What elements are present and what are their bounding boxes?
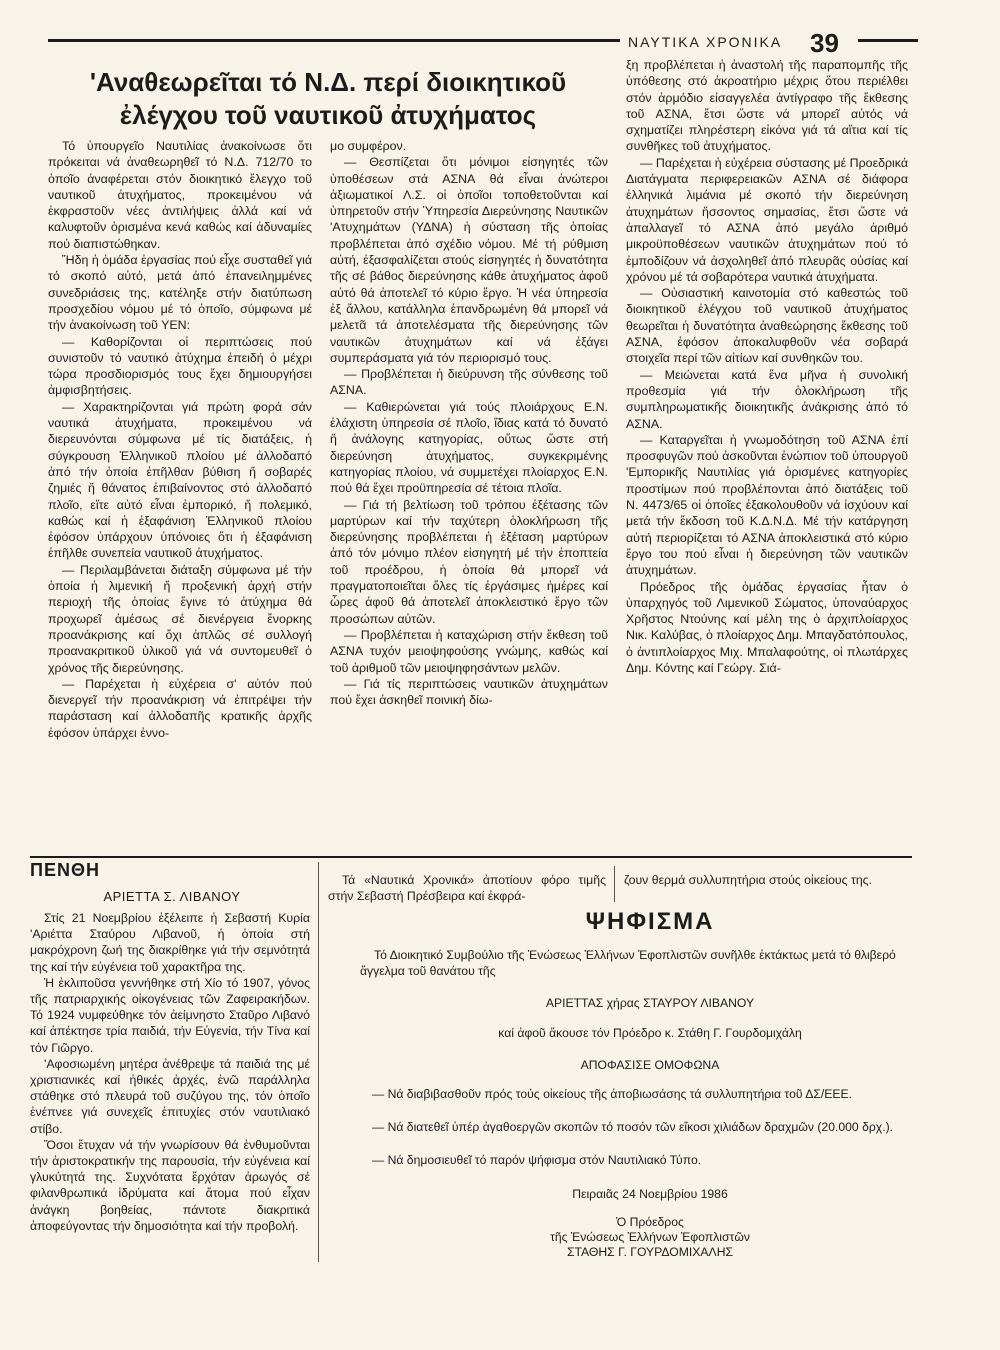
paragraph: — Καθορίζονται οἱ περιπτώσεις πού συνιστοῦν τό ναυτικό ἀτύχημα ἐπειδή ὁ μέχρι τώρα προσδιορισμός τους ἔχει δημιουργήσει ἀμφισβητήσεις. xyxy=(48,334,312,398)
resolution-deceased: ΑΡΙΕΤΤΑΣ χήρας ΣΤΑΥΡΟΥ ΛΙΒΑΝΟΥ xyxy=(545,996,755,1010)
resolution-after: καί ἀφοῦ ἄκουσε τόν Πρόεδρο κ. Στάθη Γ. Γουρδομιχάλη xyxy=(498,1026,802,1040)
notice-right: ζουν θερμά συλλυπητήρια στούς οἰκείους της. xyxy=(624,873,873,887)
paragraph: Ὅσοι ἔτυχαν νά τήν γνωρίσουν θά ἐνθυμοῦνται τήν ἀριστοκρατικήν της παρουσία, τήν εὐγένεια καί γλυκύτητά της. Συχνότατα ἔρχόταν ἀρωγός σέ φιλανθρωπικά ἱδρύματα καί ἄτομα πού εἶχαν ἀνάγκη βοηθείας, πάντοτε διακριτικά ἀποφεύγοντας τήν δημοσιότητα καί τήν προβολή. xyxy=(30,1137,310,1233)
page-number: 39 xyxy=(810,28,839,58)
paragraph: Πρόεδρος τῆς ὁμάδας ἐργασίας ἦταν ὁ ὑπαρχηγός τοῦ Λιμενικοῦ Σώματος, ὑποναύαρχος Χρῆστος Ντούνης καί μέλη της ὁ ἀρχιπλοίαρχος Νικ. Καλύβας, ὁ πλοίαρχος Δημ. Μπαγδατόπουλος, ὁ ἀντιπλοίαρχος Μιχ. Μπαλαφούτης, οἱ πλωτάρχες Δημ. Κόντης καί Γεώργ. Σιά- xyxy=(626,579,908,675)
paragraph: — Καταργεῖται ἡ γνωμοδότηση τοῦ ΑΣΝΑ ἐπί προσφυγῶν πού ἀσκοῦνται ἐνώπιον τοῦ ὑπουργοῦ 'Εμπορικῆς Ναυτιλίας γιά ὁρισμένες κατηγορίες προστίμων πού προβλέπονται ἀπό διατάξεις τοῦ Ν. 4473/65 οἱ ὁποῖες ἐξακολουθοῦν νά ἰσχύουν καί μετά τήν ἔκδοση τοῦ Κ.Δ.Ν.Δ. Μέ τήν κατάργηση αὐτή περιορίζεται τό ΑΣΝΑ ἀποκλειστικά στό κύριο ἔργο του πού εἶναι ἡ διερεύνηση τῶν ναυτικῶν ἀτυχημάτων. xyxy=(626,432,908,578)
column-divider xyxy=(318,862,319,1262)
resolution-decided: ΑΠΟΦΑΣΙΣΕ ΟΜΟΦΩΝΑ xyxy=(580,1058,720,1072)
obituary-section-title: ΠΕΝΘΗ xyxy=(30,860,101,880)
paragraph: — Παρέχεται ἡ εὐχέρεια σ' αὐτόν πού διενεργεῖ τήν προανάκριση νά ἐπιτρέψει τήν παράσταση καί ἀλλοδαπῆς κρατικῆς ἀρχῆς ἐφόσον ὑπάρχει ἐννο- xyxy=(48,676,312,740)
paragraph: — Περιλαμβάνεται διάταξη σύμφωνα μέ τήν ὁποία ἡ λιμενική ἤ προξενική ἀρχή στήν περιοχή τῆς ὁποίας ἔγινε τό ἀτύχημα θά προχωρεῖ ἀμέσως σέ διενέργεια ἔνορκης προανάκρισης καί ὄχι ἁπλῶς σέ συλλογή προανακριτικοῦ ὑλικοῦ γιά νά συντομευθεῖ ὁ χρόνος τῆς διερεύνησης. xyxy=(48,562,312,675)
paragraph: — Χαρακτηρίζονται γιά πρώτη φορά σάν ναυτικά ἀτυχήματα, προκειμένου νά διερευνόνται σύμφωνα μέ τίς διατάξεις, ἡ σύγκρουση Ἑλληνικοῦ πλοίου μέ ἀλλοδαπό ἀπό τήν ὁποία ἐπῆλθαν βύθιση ἤ σοβαρές ζημιές ἤ θάνατος ἐπιβαίνοντος στό ἀλλοδαπό πλοῖο, εἴτε αὐτό εἶναι ἐμπορικό, ἤ πολεμικό, καθώς καί ἡ ἐξαφάνιση Ἑλληνικοῦ πλοίου ἐφόσον ὑπάρχουν ὑπόνοιες ὅτι ἡ ἐξαφάνιση ἐπῆλθε συνεπεία ναυτικοῦ ἀτυχήματος. xyxy=(48,399,312,561)
paragraph: — Γιά τίς περιπτώσεις ναυτικῶν ἀτυχημάτων πού ἔχει ἀσκηθεῖ ποινική δίω- xyxy=(330,676,608,708)
signature-role: Ὁ Πρόεδρος xyxy=(616,1215,684,1229)
article-column-1 xyxy=(48,138,312,741)
paragraph: — Προβλέπεται ἡ καταχώριση στήν ἔκθεση τοῦ ΑΣΝΑ τυχόν μειοψηφούσης γνώμης, καθώς καί τοῦ ἀριθμοῦ τῶν μειοψηφησάντων μελῶν. xyxy=(330,627,608,675)
paragraph: — Οὐσιαστική καινοτομία στό καθεστώς τοῦ διοικητικοῦ ἐλέγχου τοῦ ναυτικοῦ ἀτυχήματος θεωρεῖται ἡ δυνατότητα ἀναθεώρησης ἔκθεσης τοῦ ΑΣΝΑ, ἐφόσον ἀποκαλυφθοῦν νέα σοβαρά στοιχεῖα περί τῶν αἰτίων καί συνθηκῶν του. xyxy=(626,286,908,366)
paragraph: ξη προβλέπεται ἡ ἀναστολή τῆς παραπομπῆς τῆς ὑπόθεσης στό ἀκροατήριο μέχρις ὅτου περιέλθει στόν ἁρμόδιο εἰσαγγελέα ἀντίγραφο τῆς ἔκθεσης τοῦ ΑΣΝΑ, ἔτσι ὥστε νά μπορεῖ αὐτός νά σχηματίζει πληρέστερη εἰκόνα γιά τά αἴτια καί τίς συνθῆκες τοῦ ἀτυχήματος. xyxy=(626,58,908,154)
paragraph: Ἤδη ἡ ὁμάδα ἐργασίας πού εἶχε συσταθεῖ γιά τό σκοπό αὐτό, μετά ἀπό ἐπανειλημμένες συνεδριάσεις της, κατέληξε στήν διατύπωση προσχεδίου νόμου μέ τό ὁποῖο, σύμφωνα μέ τήν ἀνακοίνωση τοῦ ΥΕΝ: xyxy=(48,253,312,333)
article-title-line-2: ἐλέγχου τοῦ ναυτικοῦ ἀτυχήματος xyxy=(119,100,537,130)
resolution-item: — Νά δημοσιευθεῖ τό παρόν ψήφισμα στόν Ναυτιλιακό Τύπο. xyxy=(372,1153,702,1167)
paragraph: — Μειώνεται κατά ἕνα μῆνα ἡ συνολική προθεσμία γιά τήν ὁλοκλήρωση τῆς συμπληρωματικῆς διοικητικῆς ἀνάκρισης ἀπό τό ΑΣΝΑ. xyxy=(626,367,908,431)
paragraph: μο συμφέρον. xyxy=(330,139,407,153)
paragraph: 'Αφοσιωμένη μητέρα ἀνέθρεψε τά παιδιά της μέ χριστιανικές καί ἠθικές ἀρχές, ἐνῶ παράλληλα στάθηκε στό πλευρά τοῦ συζύγου της, τόν ὁποῖο ἐνέπνεε γιά συνεχεῖς ἐπιτυχίες στόν ναυτιλιακό στίβο. xyxy=(30,1056,310,1136)
column-divider xyxy=(614,866,615,902)
paragraph: Ἡ ἐκλιποῦσα γεννήθηκε στή Χίο τό 1907, γόνος τῆς πατριαρχικής οἰκογένειας τῶν Ζαφειρακήδων. Τό 1924 νυμφεύθηκε τόν ἀείμνηστο Σταῦρο Λιβανό καί ἀπέκτησε τρία παιδιά, τήν Εὐγενία, τήν Τίνα καί τόν Γιῶργο. xyxy=(30,975,310,1055)
article-title-line-1: 'Αναθεωρεῖται τό Ν.Δ. περί διοικητικοῦ xyxy=(89,67,567,97)
paragraph: — Προβλέπεται ἡ διεύρυνση τῆς σύνθεσης τοῦ ΑΣΝΑ. xyxy=(330,367,608,398)
paragraph: Τό ὑπουργεῖο Ναυτιλίας ἀνακοίνωσε ὅτι πρόκειται νά ἀναθεωρηθεῖ τό Ν.Δ. 712/70 το ὁποῖο ἀναφέρεται στόν διοικητικό ἔλεγχο τοῦ ναυτικοῦ ἀτυχήματος, προκειμένου νά ἐκφραστοῦν νέες ἀντιλήψεις ἀλλά καί νά καλυφτοῦν ὁρισμένα κενά καθώς καί ἀδυναμίες πού διαπιστώθηκαν. xyxy=(48,139,312,251)
paragraph: — Θεσπίζεται ὅτι μόνιμοι εἰσηγητές τῶν ὑποθέσεων στά ΑΣΝΑ θά εἶναι ἀνώτεροι ἀξιωματικοί Λ.Σ. οἱ ὁποῖοι τοποθετοῦνται καί ὑπηρετοῦν στήν Ὑπηρεσία Διερεύνησης Ναυτικῶν 'Ατυχημάτων (ΥΔΝΑ) ἡ σύσταση τῆς ὁποίας προβλέπεται ἀπό σχέδιο νόμου. Μέ τή ρύθμιση αὐτή, ἐξασφαλίζεται στούς εἰσηγητές ἡ δυνατότητα τῆς σέ βάθος διερεύνησης κάθε ἀτυχήματος ἀφοῦ αὐτό θά ἀποτελεῖ τό κύριο ἔργο. Ἡ νέα ὑπηρεσία ἐξ ἄλλου, κατάλληλα ἐπανδρωμένη θά μπορεῖ νά μελετᾶ τά ἀποτελέσματα τῆς διερεύνησης τῶν ναυτικῶν ἀτυχημάτων καί νά ἐξάγει συμπεράσματα γιά τόν περιορισμό τους. xyxy=(330,155,608,365)
paragraph: — Παρέχεται ἡ εὐχέρεια σύστασης μέ Προεδρικά Διατάγματα περιφερειακῶν ΑΣΝΑ σέ διάφορα ἑλληνικά λιμάνια μέ σκοπό τήν διερεύνηση ἀτυχημάτων ἥσσοντος σημασίας, ἔτσι ὥστε νά ἀπαλλαγεῖ τό ΑΣΝΑ ἀπό μεγάλο ἀριθμό μικροϋποθέσεων ναυτικῶν ἀτυχημάτων πού τό ἐμποδίζουν νά ἀσχοληθεῖ ἀπό πλευρᾶς οὐσίας καί χρόνου μέ τά σοβαρότερα ναυτικά ἀτυχήματα. xyxy=(626,155,908,284)
paragraph: — Γιά τή βελτίωση τοῦ τρόπου ἐξέτασης τῶν μαρτύρων καί τήν ταχύτερη ὁλοκλήρωση τῆς διερεύνησης προβλέπεται ἡ ἐξέταση μαρτύρων ἀπό τόν μόνιμο πλέον εἰσηγητή μέ τήν ἐποπτεία τοῦ προέδρου, ἡ ὁποία θά μπορεῖ νά πραγματοποιεῖται ὅλες τίς ἐργάσιμες ἡμέρες καί ὧρες ἀφοῦ θά ἀποτελεῖ ἀποκλειστικό ἔργο τῶν προσώπων αὐτῶν. xyxy=(330,497,608,626)
article-column-3 xyxy=(626,57,908,676)
notice-left: Τά «Ναυτικά Χρονικά» ἀποτίουν φόρο τιμῆς στήν Σεβαστή Πρέσβειρα καί ἐκφρά- xyxy=(328,873,606,904)
paragraph: — Καθιερώνεται γιά τούς πλοιάρχους Ε.Ν. ἐλάχιστη ὑπηρεσία σέ πλοῖο, ἴδιας κατά τό δυνατό ἤ ἀνάλογης κατηγορίας, οὕτως ὥστε στή διερεύνηση ἀτυχήματος, συγκεκριμένης κατηγορίας πλοίου, νά συμμετέχει πλοίαρχος Ε.Ν. πού θά ἔχει προϋπηρεσία σέ τέτοια πλοῖα. xyxy=(330,399,608,496)
article-column-2 xyxy=(330,138,608,708)
section-divider xyxy=(30,856,912,858)
magazine-name: ΝΑΥΤΙΚΑ ΧΡΟΝΙΚΑ xyxy=(628,34,783,50)
resolution-item: — Νά διαβιβασθοῦν πρός τούς οἰκείους τῆς ἀποβιωσάσης τά συλλυπητήρια τοῦ ΔΣ/ΕΕΕ. xyxy=(372,1087,853,1101)
obituary-name: ΑΡΙΕΤΤΑ Σ. ΛΙΒΑΝΟΥ xyxy=(103,889,241,904)
paragraph: Στίς 21 Νοεμβρίου ἐξέλειπε ἡ Σεβαστή Κυρία 'Αριέττα Σταύρου Λιβανοῦ, ἡ ὁποία στή μακρόχρονη ζωή της διακρίθηκε γιά τήν σεμνότητά της καί τήν εὐγένεια τοῦ χαρακτῆρα της. xyxy=(30,911,310,974)
signature-organization: τῆς Ἑνώσεως Ἑλλήνων Ἐφοπλιστῶν xyxy=(550,1230,750,1244)
resolution-intro: Τό Διοικητικό Συμβούλιο τῆς Ἑνώσεως Ἑλλήνων Ἐφοπλιστῶν συνῆλθε ἐκτάκτως μετά τό θλιβερό ἄγγελμα τοῦ θανάτου τῆς xyxy=(360,948,896,978)
resolution-title: ΨΗΦΙΣΜΑ xyxy=(585,908,715,935)
resolution-place-date: Πειραιᾶς 24 Νοεμβρίου 1986 xyxy=(572,1187,728,1201)
header-rule-right xyxy=(858,39,918,42)
signature-name: ΣΤΑΘΗΣ Γ. ΓΟΥΡΔΟΜΙΧΑΛΗΣ xyxy=(566,1245,734,1259)
resolution-item: — Νά διατεθεῖ ὑπέρ ἀγαθοεργῶν σκοπῶν τό ποσόν τῶν εἴκοσι χιλιάδων δραχμῶν (20.000 δρχ.). xyxy=(372,1120,894,1134)
header-rule-left xyxy=(48,39,620,42)
obituary-text xyxy=(30,910,310,1234)
